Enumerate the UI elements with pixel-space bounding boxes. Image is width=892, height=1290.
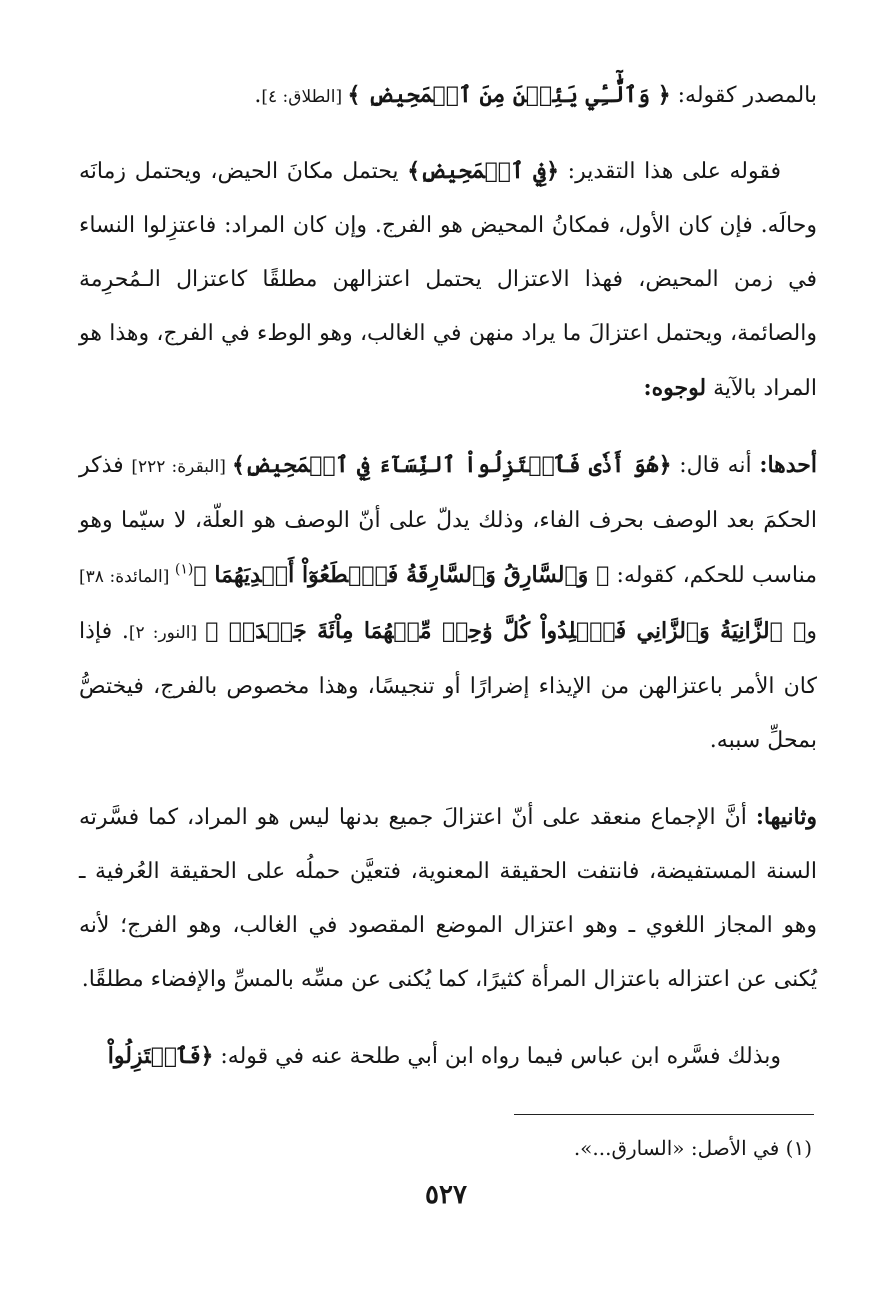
footnote-divider [514, 1114, 814, 1115]
paragraph-first-reason [79, 438, 817, 768]
text-run: . فإذا كان الأمر باعتزالهن من الإيذاء إضرارًا أو تنجيسًا، وهذا مخصوص بالفرج، فيختصُّ بمحلِّ سببه. [79, 619, 817, 753]
bold-phrase: لوجوه: [643, 375, 707, 401]
text-run: وبذلك فسَّره ابن عباس فيما رواه ابن أبي طلحة عنه في قوله: [213, 1044, 781, 1069]
text-run: فقوله على هذا التقدير: [558, 159, 781, 184]
verse-reference: [البقرة: ٢٢٢] [131, 457, 232, 477]
paragraph-continuation [79, 68, 817, 124]
paragraph-ibn-abbas [79, 1029, 817, 1084]
footnote-marker: (١) [174, 561, 194, 578]
footnote: (١) في الأصل: «السارق...». [573, 1136, 812, 1160]
quran-verse: ﴿هُوَ أَذٗى فَٱعۡتَزِلُواْ ٱلنِّسَآءَ فِي ٱلۡمَحِيضِ﴾ [231, 452, 672, 478]
quran-verse: ﴿ ٱلزَّانِيَةُ وَٱلزَّانِي فَٱجۡلِدُواْ كُلَّ وَٰحِدٖ مِّنۡهُمَا مِاْئَةَ جَلۡدَةٖ ﴾ [205, 618, 807, 644]
verse-reference: [المائدة: ٣٨] [79, 567, 175, 587]
text-run: يحتمل مكانَ الحيض، ويحتمل زمانَه وحالَه. فإن كان الأول، فمكانُ المحيض هو الفرج. وإن كان المراد: فاعتزِلوا النساء في زمن المحيض، فهذا الاعتزال يحتمل اعتزالهن مطلقًا كاعتزال الـمُحرِمة والصائمة، ويحتمل اعتزالَ ما يراد منهن في الغالب، وهو الوطء في الفرج، وهذا هو المراد بالآية [79, 159, 817, 401]
section-lead: أحدها: [759, 452, 818, 478]
text-run: بالمصدر كقوله: [670, 83, 817, 108]
paragraph-interpretation [79, 144, 817, 416]
text-run: أنه قال: [671, 453, 760, 478]
quran-verse: ﴿فَٱعۡتَزِلُواْ [107, 1043, 214, 1069]
paragraph-second-reason [79, 790, 817, 1007]
text-run: . [254, 83, 262, 108]
section-lead: وثانيها: [755, 804, 817, 830]
main-text [79, 68, 817, 1106]
page-number: ٥٢٧ [425, 1180, 467, 1210]
quran-verse: ﴿فِي ٱلۡمَحِيضِ﴾ [407, 158, 559, 184]
text-run: و [806, 619, 817, 644]
quran-verse: ﴿ وَٱلسَّارِقُ وَٱلسَّارِقَةُ فَٱقۡطَعُوٓاْ أَيۡدِيَهُمَا ﴾ [193, 562, 610, 588]
quran-verse: ﴿ وَٱلَّٰٓـِٔي يَئِسۡنَ مِنَ ٱلۡمَحِيضِ ﴾ [347, 82, 671, 108]
verse-reference: [الطلاق: ٤] [261, 87, 348, 107]
text-run: فذكر الحكمَ بعد الوصف بحرف الفاء، وذلك يدلّ على أنّ الوصف هو العلّة، لا سيّما وهو مناسب للحكم، كقوله: [79, 453, 818, 588]
text-run: أنَّ الإجماع منعقد على أنّ اعتزالَ جميع بدنها ليس هو المراد، كما فسَّرته السنة المستفيضة، فانتفت الحقيقة المعنوية، فتعيَّن حملُه على الحقيقة العُرفية ـ وهو المجاز اللغوي ـ وهو اعتزال الموضع المقصود في الغالب، وهو الفرج؛ لأنه يُكنى عن اعتزاله باعتزال المرأة كثيرًا، كما يُكنى عن مسِّه بالمسِّ والإفضاء مطلقًا. [79, 805, 817, 992]
verse-reference: [النور: ٢] [128, 623, 206, 643]
